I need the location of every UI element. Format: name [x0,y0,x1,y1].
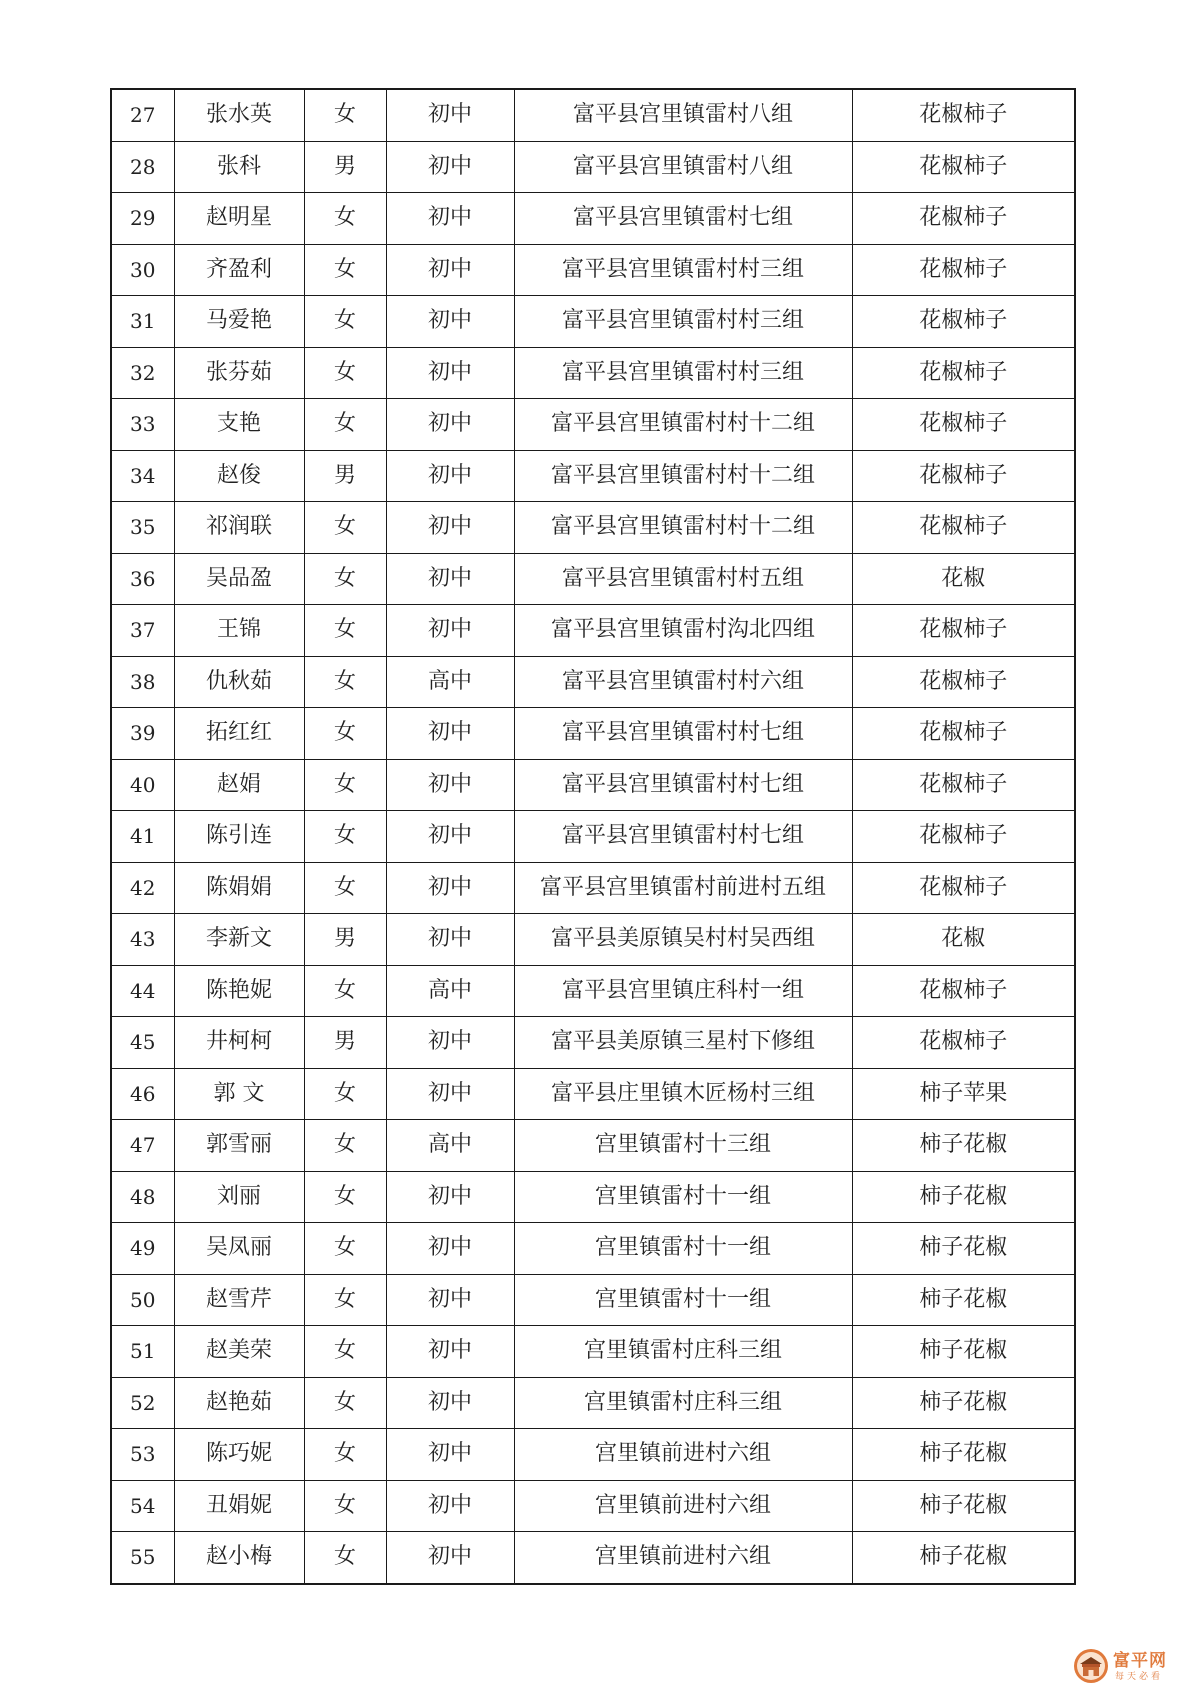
cell-education: 高中 [386,965,514,1017]
cell-number: 34 [111,450,174,502]
cell-address: 富平县宫里镇雷村村三组 [514,244,852,296]
cell-number: 30 [111,244,174,296]
cell-crop: 柿子苹果 [852,1068,1075,1120]
table-row [111,1068,1075,1120]
cell-address: 富平县宫里镇雷村前进村五组 [514,862,852,914]
cell-name: 仇秋茹 [174,656,304,708]
cell-crop: 花椒柿子 [852,347,1075,399]
cell-address: 富平县宫里镇雷村村三组 [514,296,852,348]
table-row [111,553,1075,605]
cell-sex: 女 [304,605,386,657]
cell-crop: 柿子花椒 [852,1377,1075,1429]
cell-address: 宫里镇前进村六组 [514,1532,852,1584]
cell-address: 宫里镇雷村十一组 [514,1223,852,1275]
cell-crop: 花椒柿子 [852,811,1075,863]
cell-name: 马爱艳 [174,296,304,348]
cell-education: 初中 [386,1017,514,1069]
cell-number: 44 [111,965,174,1017]
cell-number: 40 [111,759,174,811]
cell-address: 富平县宫里镇雷村村十二组 [514,450,852,502]
cell-education: 初中 [386,193,514,245]
cell-name: 赵小梅 [174,1532,304,1584]
cell-sex: 女 [304,553,386,605]
cell-sex: 女 [304,244,386,296]
cell-education: 初中 [386,502,514,554]
cell-address: 宫里镇前进村六组 [514,1429,852,1481]
cell-education: 初中 [386,1068,514,1120]
cell-name: 王锦 [174,605,304,657]
cell-address: 宫里镇雷村十一组 [514,1274,852,1326]
cell-name: 支艳 [174,399,304,451]
cell-crop: 花椒柿子 [852,1017,1075,1069]
cell-number: 55 [111,1532,174,1584]
cell-name: 吴品盈 [174,553,304,605]
cell-number: 47 [111,1120,174,1172]
cell-sex: 女 [304,347,386,399]
table-row [111,1326,1075,1378]
cell-education: 初中 [386,244,514,296]
cell-crop: 花椒柿子 [852,141,1075,193]
roster-body [111,89,1075,1584]
watermark-title: 富平网 [1113,1651,1167,1671]
cell-education: 初中 [386,1171,514,1223]
cell-number: 36 [111,553,174,605]
table-row [111,605,1075,657]
cell-name: 祁润联 [174,502,304,554]
cell-address: 宫里镇雷村庄科三组 [514,1326,852,1378]
cell-number: 46 [111,1068,174,1120]
cell-name: 齐盈利 [174,244,304,296]
cell-number: 32 [111,347,174,399]
cell-education: 初中 [386,553,514,605]
table-row [111,89,1075,141]
table-row [111,914,1075,966]
table-row [111,193,1075,245]
cell-education: 初中 [386,914,514,966]
cell-name: 赵雪芹 [174,1274,304,1326]
cell-crop: 柿子花椒 [852,1171,1075,1223]
cell-number: 39 [111,708,174,760]
cell-crop: 花椒 [852,553,1075,605]
cell-name: 张科 [174,141,304,193]
cell-education: 初中 [386,89,514,141]
cell-sex: 女 [304,965,386,1017]
cell-sex: 女 [304,1223,386,1275]
cell-name: 郭雪丽 [174,1120,304,1172]
cell-number: 38 [111,656,174,708]
cell-number: 54 [111,1480,174,1532]
cell-number: 49 [111,1223,174,1275]
cell-number: 50 [111,1274,174,1326]
cell-education: 初中 [386,1480,514,1532]
cell-education: 初中 [386,708,514,760]
cell-sex: 女 [304,1068,386,1120]
cell-number: 43 [111,914,174,966]
cell-crop: 柿子花椒 [852,1429,1075,1481]
cell-number: 28 [111,141,174,193]
cell-education: 初中 [386,399,514,451]
table-row [111,656,1075,708]
table-row [111,347,1075,399]
cell-address: 富平县宫里镇雷村八组 [514,141,852,193]
cell-name: 陈艳妮 [174,965,304,1017]
cell-name: 张水英 [174,89,304,141]
table-row [111,811,1075,863]
table-row [111,1120,1075,1172]
cell-sex: 女 [304,708,386,760]
cell-crop: 花椒柿子 [852,862,1075,914]
cell-name: 丑娟妮 [174,1480,304,1532]
cell-number: 53 [111,1429,174,1481]
cell-education: 高中 [386,1120,514,1172]
cell-crop: 柿子花椒 [852,1532,1075,1584]
cell-sex: 女 [304,1532,386,1584]
cell-sex: 男 [304,450,386,502]
table-row [111,1480,1075,1532]
cell-crop: 花椒 [852,914,1075,966]
table-row [111,1377,1075,1429]
cell-address: 富平县美原镇吴村村吴西组 [514,914,852,966]
cell-crop: 花椒柿子 [852,502,1075,554]
cell-crop: 花椒柿子 [852,296,1075,348]
table-row [111,1017,1075,1069]
cell-crop: 花椒柿子 [852,89,1075,141]
cell-address: 富平县美原镇三星村下修组 [514,1017,852,1069]
cell-address: 富平县宫里镇雷村村十二组 [514,399,852,451]
table-row [111,862,1075,914]
cell-sex: 女 [304,296,386,348]
cell-sex: 女 [304,1120,386,1172]
cell-address: 宫里镇雷村十三组 [514,1120,852,1172]
cell-crop: 花椒柿子 [852,656,1075,708]
cell-sex: 女 [304,759,386,811]
cell-sex: 女 [304,502,386,554]
cell-education: 初中 [386,347,514,399]
table-row [111,965,1075,1017]
table-row [111,1532,1075,1584]
table-row [111,1274,1075,1326]
cell-address: 宫里镇雷村十一组 [514,1171,852,1223]
cell-sex: 女 [304,1171,386,1223]
table-row [111,1171,1075,1223]
cell-number: 51 [111,1326,174,1378]
cell-sex: 女 [304,862,386,914]
cell-number: 37 [111,605,174,657]
table-row [111,759,1075,811]
cell-name: 陈娟娟 [174,862,304,914]
cell-number: 41 [111,811,174,863]
cell-address: 富平县宫里镇雷村村七组 [514,759,852,811]
cell-address: 富平县宫里镇雷村七组 [514,193,852,245]
cell-sex: 女 [304,89,386,141]
table-row [111,1429,1075,1481]
cell-crop: 柿子花椒 [852,1274,1075,1326]
cell-crop: 柿子花椒 [852,1223,1075,1275]
cell-number: 31 [111,296,174,348]
cell-number: 27 [111,89,174,141]
cell-education: 初中 [386,1326,514,1378]
cell-education: 初中 [386,862,514,914]
cell-sex: 男 [304,141,386,193]
cell-name: 赵明星 [174,193,304,245]
cell-crop: 花椒柿子 [852,399,1075,451]
cell-name: 李新文 [174,914,304,966]
cell-sex: 女 [304,1480,386,1532]
cell-sex: 女 [304,399,386,451]
cell-address: 富平县宫里镇雷村村三组 [514,347,852,399]
watermark-slogan: 每天必看 [1115,1672,1164,1682]
cell-crop: 柿子花椒 [852,1326,1075,1378]
cell-name: 拓红红 [174,708,304,760]
cell-crop: 花椒柿子 [852,450,1075,502]
site-watermark [1073,1646,1185,1686]
cell-name: 张芬茹 [174,347,304,399]
table-row [111,244,1075,296]
table-row [111,450,1075,502]
cell-education: 初中 [386,1223,514,1275]
cell-crop: 花椒柿子 [852,605,1075,657]
cell-number: 35 [111,502,174,554]
cell-sex: 女 [304,193,386,245]
cell-education: 初中 [386,1532,514,1584]
cell-education: 高中 [386,656,514,708]
cell-number: 42 [111,862,174,914]
cell-sex: 女 [304,1429,386,1481]
cell-address: 富平县宫里镇雷村沟北四组 [514,605,852,657]
cell-address: 富平县宫里镇雷村村六组 [514,656,852,708]
cell-education: 初中 [386,1377,514,1429]
cell-number: 29 [111,193,174,245]
cell-address: 宫里镇雷村庄科三组 [514,1377,852,1429]
cell-education: 初中 [386,1429,514,1481]
cell-sex: 女 [304,1274,386,1326]
cell-name: 井柯柯 [174,1017,304,1069]
cell-sex: 女 [304,811,386,863]
cell-address: 富平县宫里镇雷村八组 [514,89,852,141]
cell-name: 赵美荣 [174,1326,304,1378]
table-row [111,502,1075,554]
cell-education: 初中 [386,605,514,657]
cell-name: 赵艳茹 [174,1377,304,1429]
table-row [111,399,1075,451]
cell-number: 52 [111,1377,174,1429]
cell-crop: 花椒柿子 [852,708,1075,760]
cell-education: 初中 [386,811,514,863]
table-row [111,296,1075,348]
cell-crop: 花椒柿子 [852,965,1075,1017]
cell-crop: 花椒柿子 [852,759,1075,811]
cell-address: 富平县庄里镇木匠杨村三组 [514,1068,852,1120]
table-row [111,141,1075,193]
cell-education: 初中 [386,759,514,811]
cell-sex: 女 [304,1377,386,1429]
cell-crop: 花椒柿子 [852,193,1075,245]
cell-address: 宫里镇前进村六组 [514,1480,852,1532]
cell-name: 赵娟 [174,759,304,811]
cell-crop: 柿子花椒 [852,1120,1075,1172]
cell-number: 48 [111,1171,174,1223]
cell-education: 初中 [386,141,514,193]
cell-number: 45 [111,1017,174,1069]
cell-sex: 男 [304,914,386,966]
cell-address: 富平县宫里镇雷村村五组 [514,553,852,605]
cell-name: 吴凤丽 [174,1223,304,1275]
cell-name: 刘丽 [174,1171,304,1223]
cell-crop: 花椒柿子 [852,244,1075,296]
table-row [111,1223,1075,1275]
cell-sex: 男 [304,1017,386,1069]
roster-table [110,88,1076,1585]
cell-address: 富平县宫里镇雷村村七组 [514,708,852,760]
cell-number: 33 [111,399,174,451]
cell-name: 郭 文 [174,1068,304,1120]
cell-education: 初中 [386,450,514,502]
cell-name: 陈巧妮 [174,1429,304,1481]
cell-name: 陈引连 [174,811,304,863]
cell-sex: 女 [304,1326,386,1378]
cell-sex: 女 [304,656,386,708]
cell-education: 初中 [386,296,514,348]
table-row [111,708,1075,760]
cell-address: 富平县宫里镇庄科村一组 [514,965,852,1017]
cell-name: 赵俊 [174,450,304,502]
cell-address: 富平县宫里镇雷村村七组 [514,811,852,863]
cell-crop: 柿子花椒 [852,1480,1075,1532]
cell-education: 初中 [386,1274,514,1326]
cell-address: 富平县宫里镇雷村村十二组 [514,502,852,554]
gate-tower-logo-icon [1073,1648,1109,1684]
